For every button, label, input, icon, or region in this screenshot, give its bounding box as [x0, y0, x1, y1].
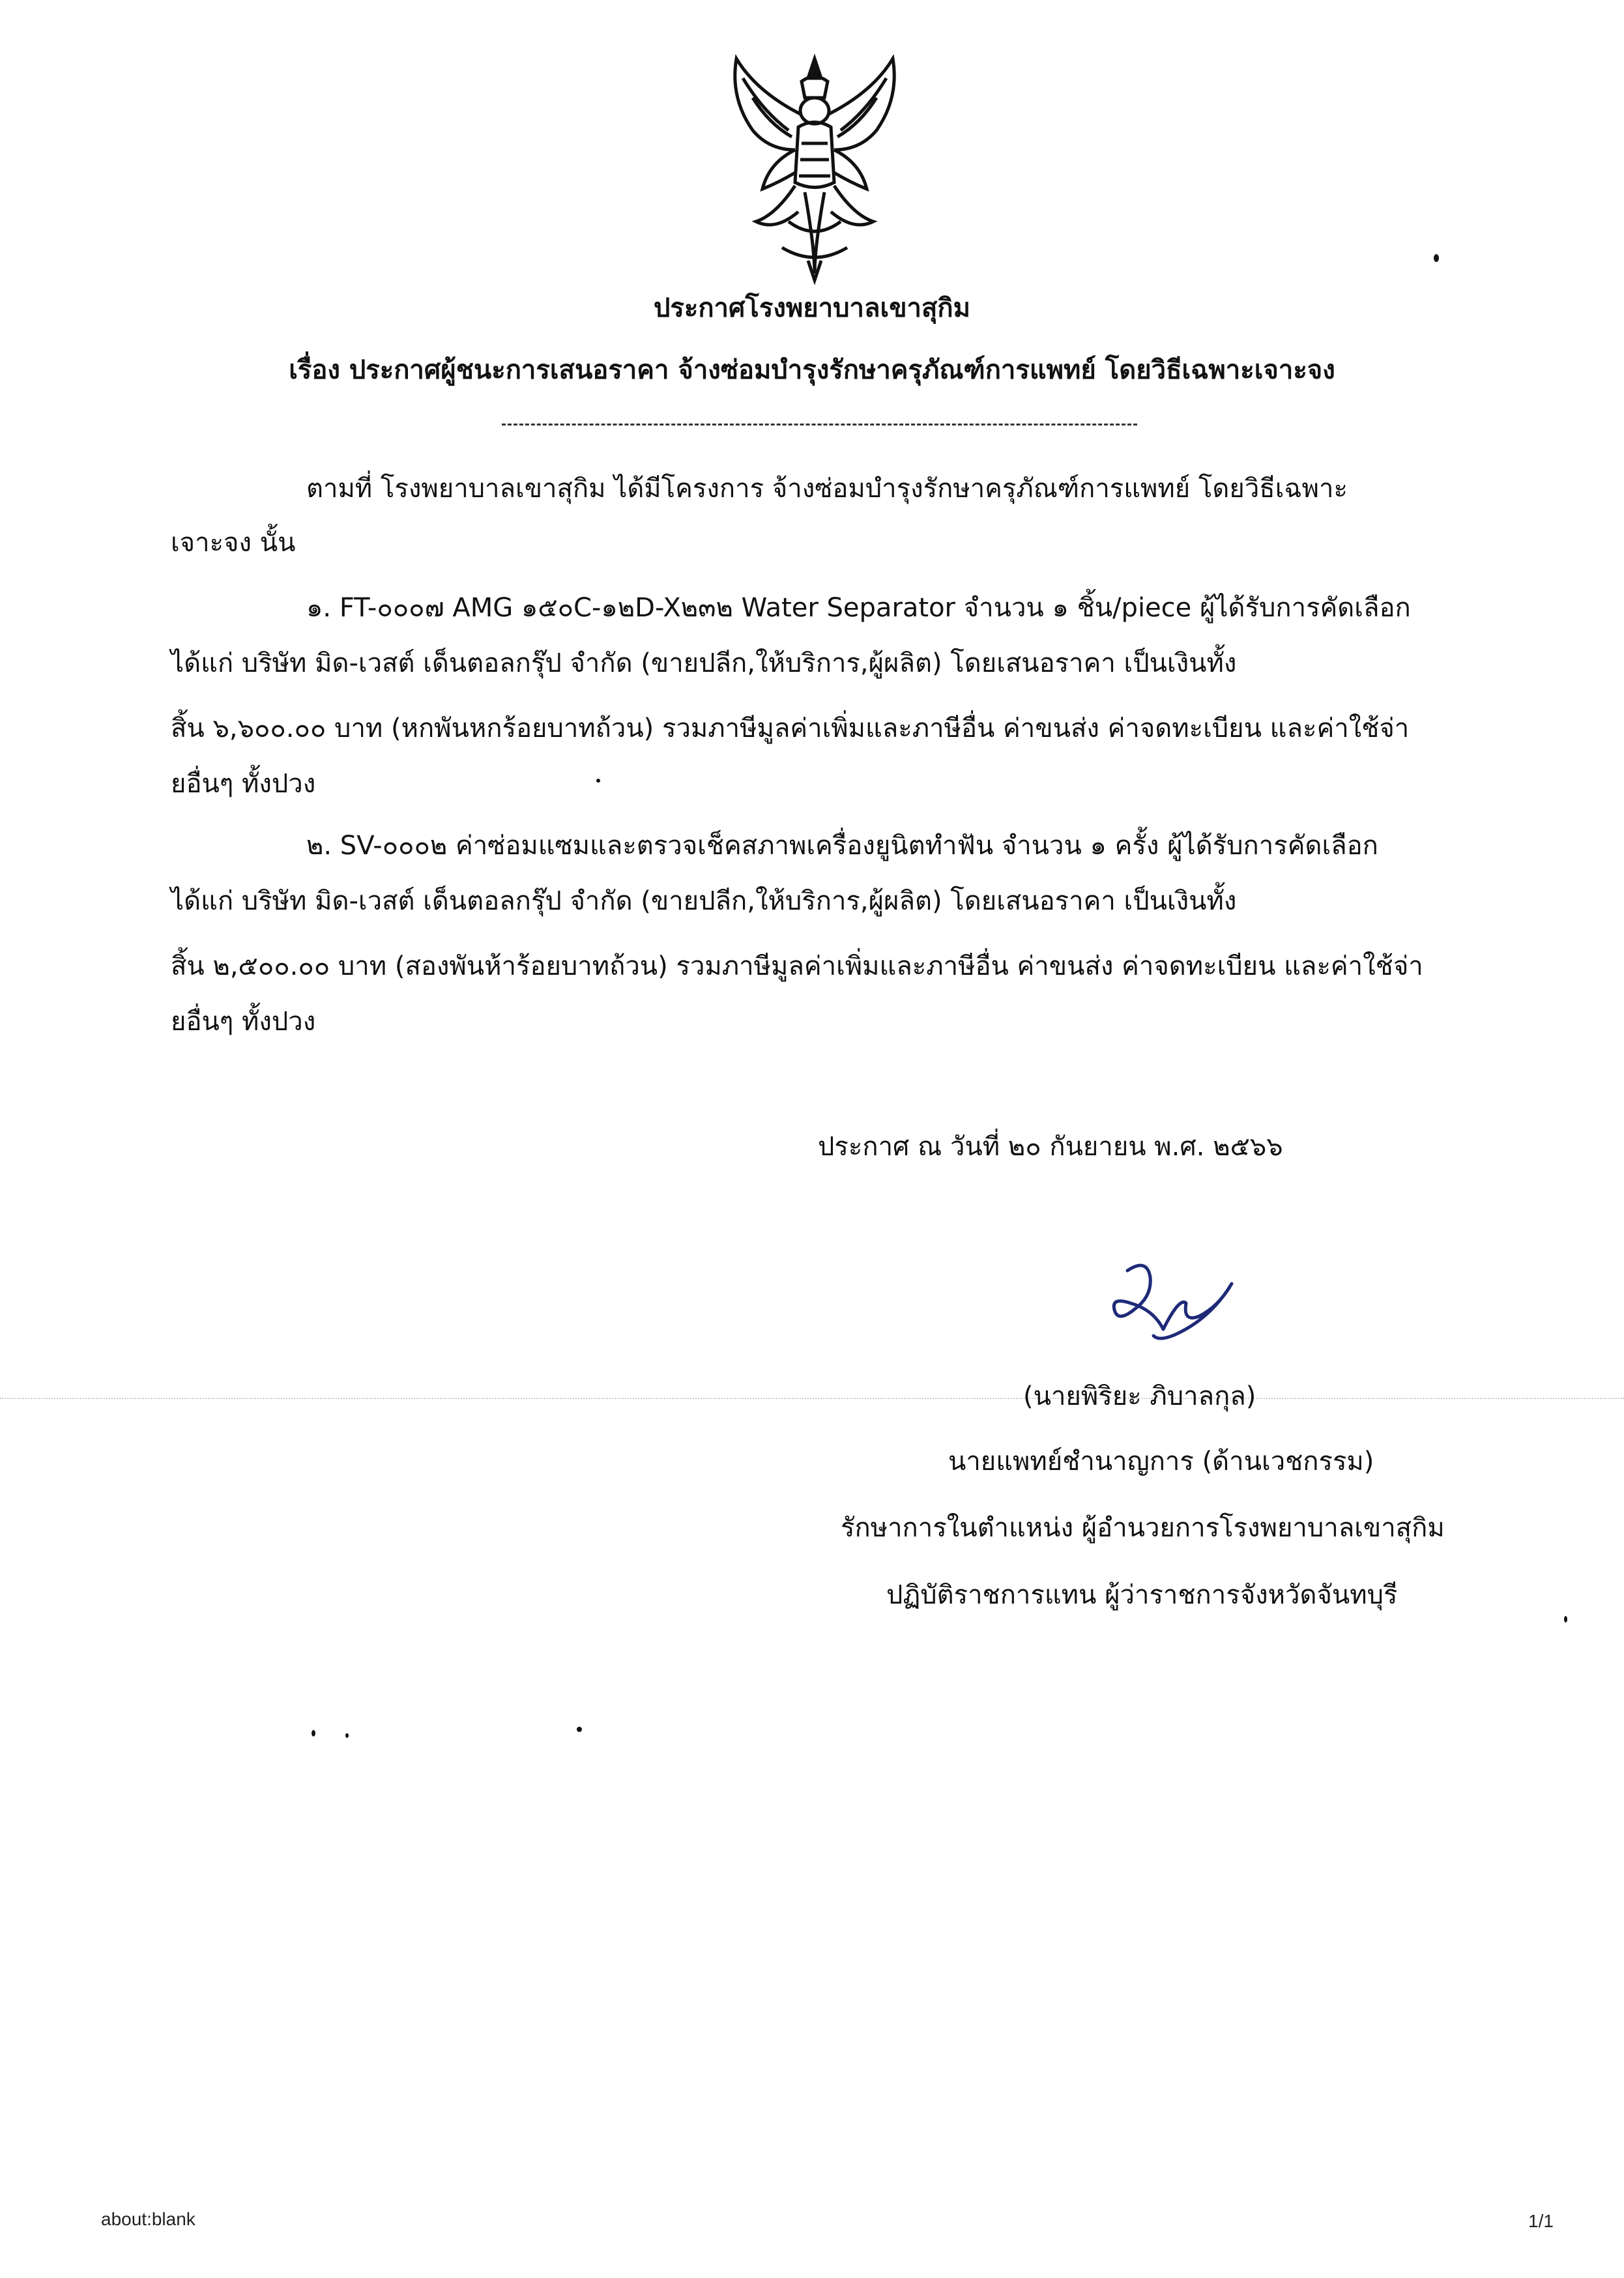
scan-speck [1434, 254, 1439, 262]
announcement-title: ประกาศโรงพยาบาลเขาสุกิม [653, 293, 971, 323]
footer-url: about:blank [101, 2209, 196, 2229]
scan-speck [596, 779, 600, 783]
signatory-position-1: นายแพทย์ชำนาญการ (ด้านเวชกรรม) [948, 1447, 1374, 1477]
intro-line-2: เจาะจง นั้น [171, 528, 296, 558]
scan-speck [312, 1730, 315, 1737]
handwritten-signature [1101, 1258, 1238, 1355]
item1-line-3: สิ้น ๖,๖๐๐.๐๐ บาท (หกพันหกร้อยบาทถ้วน) รวมภาษีมูลค่าเพิ่มและภาษีอื่น ค่าขนส่ง ค่าจดทะเบียน และค่าใช้จ่า [171, 714, 1410, 743]
item2-line-4: ยอื่นๆ ทั้งปวง [171, 1007, 316, 1037]
item1-line-2: ได้แก่ บริษัท มิด-เวสต์ เด็นตอลกรุ๊ป จำกัด (ขายปลีก,ให้บริการ,ผู้ผลิต) โดยเสนอราคา เป็นเงินทั้ง [171, 648, 1237, 678]
dashed-divider [502, 424, 1137, 425]
signatory-position-2: รักษาการในตำแหน่ง ผู้อำนวยการโรงพยาบาลเขาสุกิม [841, 1513, 1445, 1543]
item1-line-4: ยอื่นๆ ทั้งปวง [171, 769, 316, 799]
signatory-position-3: ปฏิบัติราชการแทน ผู้ว่าราชการจังหวัดจันทบุรี [886, 1580, 1398, 1610]
announcement-subject: เรื่อง ประกาศผู้ชนะการเสนอราคา จ้างซ่อมบำรุงรักษาครุภัณฑ์การแพทย์ โดยวิธีเฉพาะเจาะจง [289, 355, 1335, 385]
signatory-name: (นายพิริยะ ภิบาลกุล) [1023, 1381, 1256, 1411]
item1-line-1: ๑. FT-๐๐๐๗ AMG ๑๕๐C-๑๒D-X๒๓๒ Water Separator จำนวน ๑ ชิ้น/piece ผู้ได้รับการคัดเลือก [306, 593, 1411, 623]
item2-line-1: ๒. SV-๐๐๐๒ ค่าซ่อมแซมและตรวจเช็คสภาพเครื่องยูนิตทำฟัน จำนวน ๑ ครั้ง ผู้ได้รับการคัดเลือก [306, 831, 1378, 861]
scan-speck [577, 1727, 582, 1732]
scan-speck [1564, 1616, 1567, 1622]
item2-line-3: สิ้น ๒,๕๐๐.๐๐ บาท (สองพันห้าร้อยบาทถ้วน) รวมภาษีมูลค่าเพิ่มและภาษีอื่น ค่าขนส่ง ค่าจดทะเบียน และค่าใช้จ่า [171, 951, 1423, 981]
item2-line-2: ได้แก่ บริษัท มิด-เวสต์ เด็นตอลกรุ๊ป จำกัด (ขายปลีก,ให้บริการ,ผู้ผลิต) โดยเสนอราคา เป็นเงินทั้ง [171, 886, 1237, 916]
intro-line-1: ตามที่ โรงพยาบาลเขาสุกิม ได้มีโครงการ จ้างซ่อมบำรุงรักษาครุภัณฑ์การแพทย์ โดยวิธีเฉพาะ [306, 474, 1348, 504]
footer-page-number: 1/1 [1528, 2211, 1554, 2231]
garuda-emblem-icon [717, 52, 912, 287]
announcement-date: ประกาศ ณ วันที่ ๒๐ กันยายน พ.ศ. ๒๕๖๖ [818, 1132, 1283, 1162]
scan-fold-line [0, 1398, 1624, 1399]
scan-speck [345, 1733, 349, 1738]
